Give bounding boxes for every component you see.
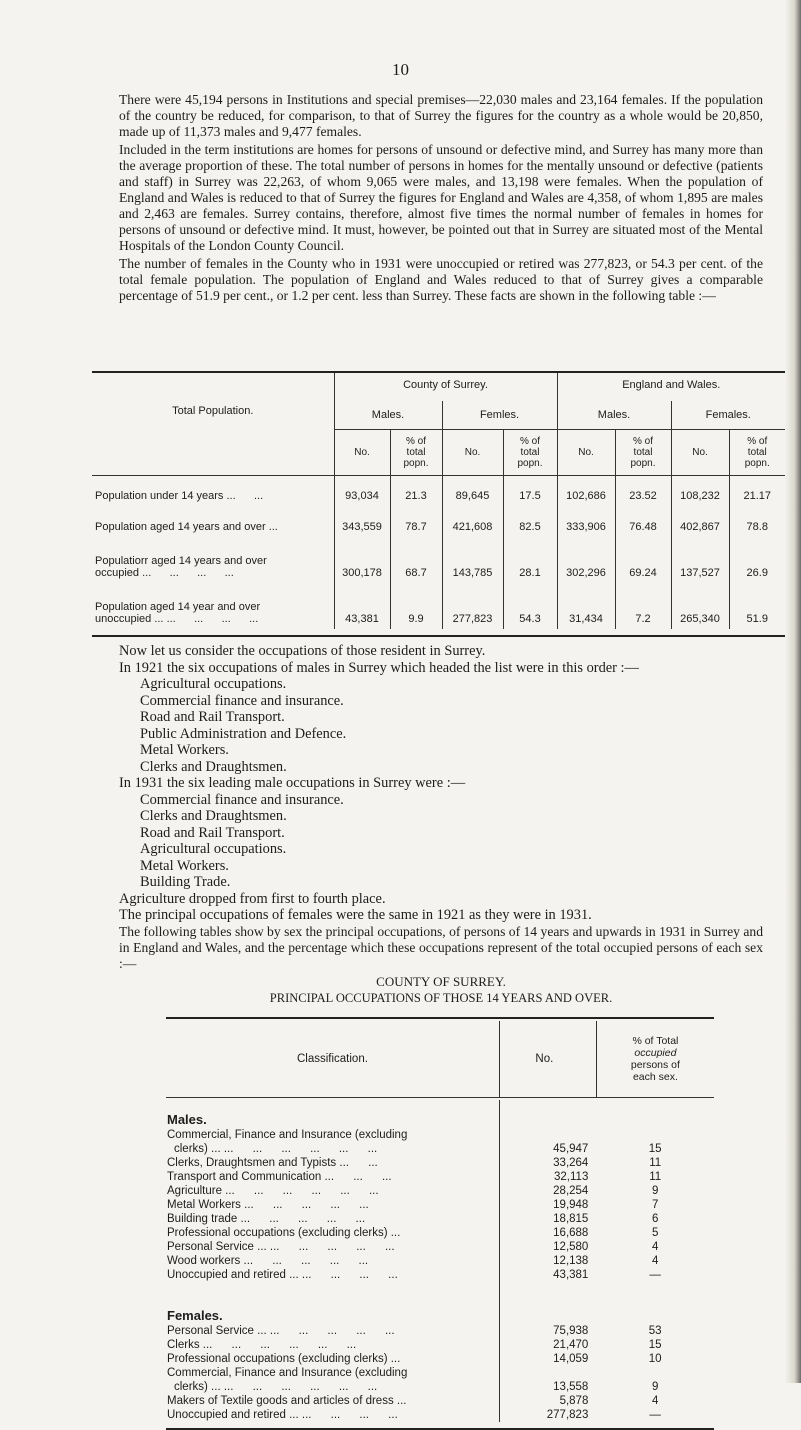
- cell-e-f-no: 137,527: [671, 537, 729, 583]
- occ-no: 45,947: [499, 1142, 596, 1156]
- occ-no: 14,059: [499, 1352, 596, 1366]
- occ-no: 18,815: [499, 1212, 596, 1226]
- table1-row: [92, 475, 785, 506]
- cell-s-f-pct: 17.5: [503, 475, 557, 506]
- occupations-list-block: [119, 643, 763, 1007]
- cell-s-m-no: 43,381: [334, 583, 390, 629]
- occ-label-cont: clerks) ... ... ... ... ... ... ...: [174, 1381, 378, 1393]
- table2-row: [166, 1226, 714, 1240]
- occ-label: Commercial, Finance and Insurance (excluding: [167, 1367, 408, 1379]
- intro-text: [119, 92, 763, 304]
- occ-label: Professional occupations (excluding clerks) ...: [167, 1353, 401, 1365]
- table2-row: [166, 1338, 714, 1352]
- occ-label: Commercial, Finance and Insurance (excluding: [167, 1129, 408, 1141]
- occ-note-females: The principal occupations of females were the same in 1921 as they were in 1931.: [119, 907, 592, 923]
- table2-row: [166, 1184, 714, 1198]
- occ-note-agriculture: Agriculture dropped from first to fourth place.: [119, 890, 386, 907]
- table2-row: [166, 1212, 714, 1226]
- subheader-pct: % of total popn.: [503, 429, 557, 475]
- cell-s-f-no: 277,823: [442, 583, 503, 629]
- occ-1921-heading: In 1921 the six occupations of males in Surrey which headed the list were in this order :—: [119, 659, 639, 676]
- header-england-females: Females.: [671, 401, 785, 429]
- occ-no: 43,381: [499, 1268, 596, 1282]
- occ-no: 16,688: [499, 1226, 596, 1240]
- header-surrey-females: Femles.: [442, 401, 557, 429]
- occ-1931-item: Commercial finance and insurance.: [140, 791, 344, 808]
- occ-1931-item: Clerks and Draughtsmen.: [140, 808, 287, 824]
- cell-s-m-pct: 21.3: [390, 475, 442, 506]
- cell-s-m-pct: 78.7: [390, 506, 442, 537]
- cell-e-f-pct: 51.9: [729, 583, 785, 629]
- occ-no: 12,138: [499, 1254, 596, 1268]
- table2-row-wrap: [166, 1128, 714, 1142]
- occ-no: 75,938: [499, 1324, 596, 1338]
- header-surrey-males: Males.: [334, 401, 442, 429]
- occ-no: 21,470: [499, 1338, 596, 1352]
- occ-no: 32,113: [499, 1170, 596, 1184]
- table2-row-wrap: [166, 1366, 714, 1380]
- occ-label: Personal Service ... ... ... ... ... ...: [167, 1325, 395, 1337]
- occ-label: Unoccupied and retired ... ... ... ... ...: [167, 1269, 398, 1281]
- occ-label: Clerks, Draughtsmen and Typists ... ...: [167, 1157, 378, 1169]
- occ-label: Agriculture ... ... ... ... ... ...: [167, 1185, 379, 1197]
- header-total-population: Total Population.: [172, 405, 254, 417]
- table2-row: [166, 1394, 714, 1408]
- cell-s-m-no: 343,559: [334, 506, 390, 537]
- cell-s-f-pct: 82.5: [503, 506, 557, 537]
- occ-1921-item: Agricultural occupations.: [140, 676, 287, 692]
- occ-pct: 9: [651, 1185, 659, 1197]
- cell-s-f-pct: 28.1: [503, 537, 557, 583]
- occ-1931-heading: In 1931 the six leading male occupations in Surrey were :—: [119, 775, 466, 791]
- row-label: Population under 14 years ... ...: [95, 490, 264, 502]
- table1-row: [92, 583, 785, 629]
- occ-pct: 6: [651, 1213, 659, 1225]
- subheader-pct: % of total popn.: [390, 429, 442, 475]
- cell-e-f-no: 402,867: [671, 506, 729, 537]
- females-heading-row: [166, 1296, 714, 1324]
- table2-row: [166, 1170, 714, 1184]
- occ-pct: 4: [651, 1395, 659, 1407]
- table2-row: [166, 1254, 714, 1268]
- table2-title: COUNTY OF SURREY.: [376, 973, 506, 989]
- occ-pct: —: [649, 1269, 661, 1281]
- occ-label: Transport and Communication ... ... ...: [167, 1171, 392, 1183]
- table1-row: [92, 506, 785, 537]
- occ-pct: 4: [651, 1255, 659, 1267]
- header-england-males: Males.: [557, 401, 671, 429]
- occ-1931-item: Road and Rail Transport.: [140, 824, 285, 841]
- subheader-no: No.: [442, 429, 503, 475]
- occ-no: 19,948: [499, 1198, 596, 1212]
- cell-e-f-pct: 78.8: [729, 506, 785, 537]
- header-county: County of Surrey.: [334, 373, 557, 401]
- cell-e-m-pct: 7.2: [615, 583, 671, 629]
- table1-bottom-rule: [92, 629, 785, 636]
- header-classification: Classification.: [296, 1053, 368, 1065]
- occ-1921-item: Clerks and Draughtsmen.: [140, 758, 287, 775]
- occ-1921-item: Metal Workers.: [140, 742, 229, 758]
- cell-e-m-no: 31,434: [557, 583, 615, 629]
- occ-pct: 15: [648, 1143, 662, 1155]
- subheader-pct: % of total popn.: [615, 429, 671, 475]
- table1-subheader-row: [92, 429, 785, 475]
- cell-e-m-pct: 23.52: [615, 475, 671, 506]
- cell-e-m-no: 333,906: [557, 506, 615, 537]
- header-england: England and Wales.: [557, 373, 785, 401]
- occ-no: 277,823: [499, 1408, 596, 1422]
- occ-pct: 7: [651, 1199, 659, 1211]
- row-label: Population aged 14 years and over ...: [95, 521, 278, 533]
- table2-row: [166, 1198, 714, 1212]
- table2-row: [166, 1156, 714, 1170]
- females-heading: Females.: [167, 1308, 223, 1323]
- occ-label: Makers of Textile goods and articles of dress ...: [167, 1395, 407, 1407]
- occ-pct: 9: [651, 1381, 659, 1393]
- table1-row: [92, 537, 785, 583]
- table2-row: [166, 1240, 714, 1254]
- subheader-pct: % of total popn.: [729, 429, 785, 475]
- occ-no: 5,878: [499, 1394, 596, 1408]
- subheader-no: No.: [671, 429, 729, 475]
- occ-label: Clerks ... ... ... ... ... ...: [167, 1339, 357, 1351]
- table2-subtitle: PRINCIPAL OCCUPATIONS OF THOSE 14 YEARS AND OVER.: [269, 991, 613, 1005]
- page-edge-shadow: [785, 0, 801, 1383]
- table2-row: [166, 1142, 714, 1156]
- males-heading-row: [166, 1100, 714, 1128]
- cell-s-f-no: 89,645: [442, 475, 503, 506]
- occ-1921-item: Public Administration and Defence.: [140, 725, 347, 742]
- cell-e-f-pct: 26.9: [729, 537, 785, 583]
- cell-e-m-pct: 69.24: [615, 537, 671, 583]
- occ-1921-item: Road and Rail Transport.: [140, 709, 285, 725]
- table2-row: [166, 1408, 714, 1422]
- population-table: [92, 373, 785, 637]
- cell-e-f-pct: 21.17: [729, 475, 785, 506]
- occ-pct: 4: [651, 1241, 659, 1253]
- occ-pct: 5: [651, 1227, 659, 1239]
- occ-label: Wood workers ... ... ... ... ...: [167, 1255, 369, 1267]
- cell-e-m-pct: 76.48: [615, 506, 671, 537]
- occ-label: Metal Workers ... ... ... ... ...: [167, 1199, 369, 1211]
- cell-e-m-no: 102,686: [557, 475, 615, 506]
- occ-label-cont: clerks) ... ... ... ... ... ... ...: [174, 1143, 378, 1155]
- table2-row: [166, 1324, 714, 1338]
- occ-pct: 11: [649, 1157, 662, 1169]
- cell-s-m-no: 300,178: [334, 537, 390, 583]
- cell-s-m-no: 93,034: [334, 475, 390, 506]
- occ-1931-item: Metal Workers.: [140, 857, 229, 874]
- paragraph-unoccupied-females: The number of females in the County who in 1931 were unoccupied or retired was 277,823, or 54.3 per cent. of the total female population. The population of England and Wales reduced to that of Surrey gives a comparable percentage of 51.9 per cent., or 1.2 per cent. less than Surrey. These facts are shown in the following table :—: [119, 256, 763, 303]
- occ-pct: 10: [648, 1353, 662, 1365]
- subheader-no: No.: [334, 429, 390, 475]
- occ-no: 28,254: [499, 1184, 596, 1198]
- occ-intro: Now let us consider the occupations of those resident in Surrey.: [119, 643, 486, 659]
- cell-e-f-no: 108,232: [671, 475, 729, 506]
- cell-s-m-pct: 68.7: [390, 537, 442, 583]
- occ-label: Building trade ... ... ... ... ...: [167, 1213, 366, 1225]
- occ-1931-item: Building Trade.: [140, 874, 231, 890]
- occ-no: 13,558: [499, 1380, 596, 1394]
- paragraph-institutions: There were 45,194 persons in Institutions and special premises—22,030 males and 23,164 females. If the population of the country be reduced, for comparison, to that of Surrey the figures for the country as a whole would be 20,850, made up of 11,373 males and 9,477 females.: [119, 92, 763, 139]
- occ-pct: 53: [648, 1325, 662, 1337]
- paragraph-unsound-mind: Included in the term institutions are homes for persons of unsound or defective mind, and Surrey has many more than the average proportion of these. The total number of persons in homes for the mentally unsound or defective (patients and staff) in Surrey was 22,263, of whom 9,065 were males, and 13,198 were females. When the population of England and Wales is reduced to that of Surrey the figures for England and Wales are 4,358, of whom 1,895 are males and 2,463 are females. Surrey contains, therefore, almost five times the normal number of females in homes for persons of unsound or defective mind. It must, however, be pointed out that in Surrey are situated most of the Mental Hospitals of the London County Council.: [119, 142, 763, 253]
- occ-label: Personal Service ... ... ... ... ... ...: [167, 1241, 395, 1253]
- occ-note-tables: The following tables show by sex the principal occupations, of persons of 14 years and upwards in 1931 in Surrey and in England and Wales, and the percentage which these occupations represent of the total occupied persons of each sex :—: [119, 923, 763, 971]
- table2-header-row: [166, 1021, 714, 1098]
- occ-pct: —: [649, 1409, 661, 1421]
- occ-label: Unoccupied and retired ... ... ... ... ...: [167, 1409, 398, 1421]
- page-number: 10: [392, 60, 409, 79]
- table2-spacer: [166, 1282, 714, 1296]
- occ-pct: 11: [649, 1171, 662, 1183]
- cell-s-f-pct: 54.3: [503, 583, 557, 629]
- subheader-no: No.: [557, 429, 615, 475]
- occ-label: Professional occupations (excluding clerks) ...: [167, 1227, 401, 1239]
- header-pct: % of Total occupied persons of each sex.: [596, 1021, 714, 1098]
- occ-1921-item: Commercial finance and insurance.: [140, 692, 344, 709]
- table2-row: [166, 1268, 714, 1282]
- cell-e-f-no: 265,340: [671, 583, 729, 629]
- cell-s-m-pct: 9.9: [390, 583, 442, 629]
- males-heading: Males.: [167, 1112, 207, 1127]
- table2-row: [166, 1380, 714, 1394]
- cell-s-f-no: 143,785: [442, 537, 503, 583]
- row-label: Populatiorr aged 14 years and over occupied ... ... ... ...: [95, 555, 267, 579]
- cell-s-f-no: 421,608: [442, 506, 503, 537]
- cell-e-m-no: 302,296: [557, 537, 615, 583]
- occ-no: 12,580: [499, 1240, 596, 1254]
- table2-bottom-rule: [166, 1422, 714, 1429]
- row-label: Population aged 14 year and over unoccupied ... ... ... ... ...: [95, 601, 261, 625]
- occ-no: 33,264: [499, 1156, 596, 1170]
- table2-row: [166, 1352, 714, 1366]
- surrey-occupations-table: [166, 1017, 714, 1430]
- occ-pct: 15: [648, 1339, 662, 1351]
- header-no: No.: [499, 1021, 596, 1098]
- occ-1931-item: Agricultural occupations.: [140, 841, 287, 857]
